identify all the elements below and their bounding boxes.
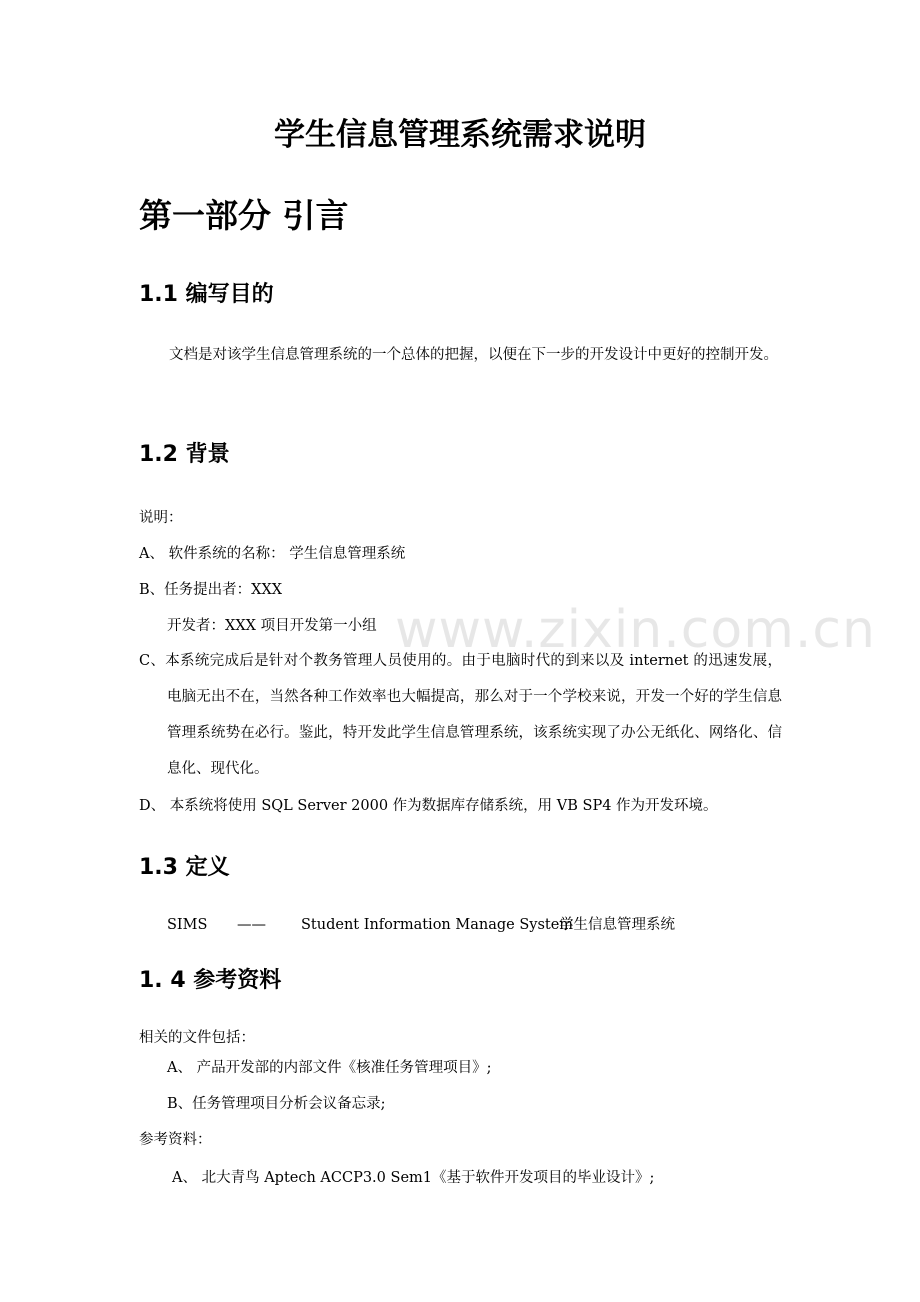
reference-materials-intro: 参考资料： [139, 1132, 212, 1148]
background-item-d: D、 本系统将使用 SQL Server 2000 作为数据库存储系统，用 VB SP4 作为开发环境。 [139, 798, 718, 814]
section-heading-definitions: 1.3 定义 [139, 855, 230, 880]
part-heading: 第一部分 引言 [139, 196, 349, 235]
definition-abbr: SIMS [167, 917, 208, 933]
watermark: www.zixin.com.cn [395, 600, 876, 660]
section-heading-background: 1.2 背景 [139, 442, 230, 467]
section-heading-references: 1. 4 参考资料 [139, 968, 282, 993]
section-heading-purpose: 1.1 编写目的 [139, 282, 274, 307]
definition-dash: —— [237, 917, 266, 933]
background-item-b-developer: 开发者：XXX 项目开发第一小组 [167, 618, 377, 634]
references-intro: 相关的文件包括： [139, 1030, 255, 1046]
definition-row [167, 914, 675, 936]
reference-file-a: A、 产品开发部的内部文件《核准任务管理项目》; [167, 1060, 492, 1076]
reference-material-a: A、 北大青鸟 Aptech ACCP3.0 Sem1《基于软件开发项目的毕业设计》; [172, 1170, 655, 1186]
document-title: 学生信息管理系统需求说明 [274, 117, 646, 153]
definition-full-name: Student Information Manage System [301, 917, 574, 933]
background-item-c: C、本系统完成后是针对个教务管理人员使用的。由于电脑时代的到来以及 internet 的迅速发展，电脑无出不在，当然各种工作效率也大幅提高，那么对于一个学校来说，开发一个好的学生信息管理系统势在必行。鉴此，特开发此学生信息管理系统，该系统实现了办公无纸化、网络化、信息化、现代化。 [139, 653, 782, 777]
background-intro: 说明： [139, 510, 183, 526]
reference-file-b: B、任务管理项目分析会议备忘录; [167, 1096, 386, 1112]
purpose-paragraph: 文档是对该学生信息管理系统的一个总体的把握，以便在下一步的开发设计中更好的控制开发。 [169, 347, 778, 363]
background-item-b: B、任务提出者：XXX [139, 582, 283, 598]
definition-cn-name: 学生信息管理系统 [559, 917, 675, 933]
background-item-a: A、 软件系统的名称： 学生信息管理系统 [139, 546, 406, 562]
